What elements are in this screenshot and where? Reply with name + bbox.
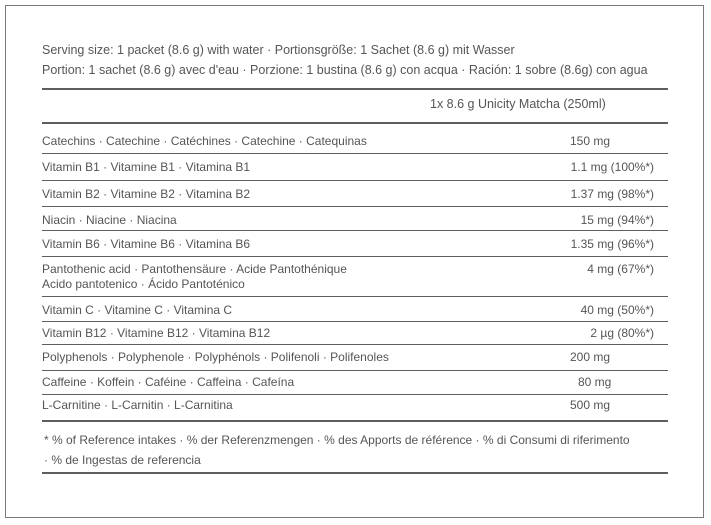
nutrient-label: Vitamin B12 · Vitamine B12 · Vitamina B12: [42, 326, 271, 340]
nutrient-value: 2 µg (80%*): [590, 326, 654, 340]
nutrient-value: 1.1 mg (100%*): [570, 160, 654, 174]
footnote: [44, 430, 630, 470]
nutrient-value: 15 mg (94%*): [580, 213, 654, 227]
nutrient-label: Niacin · Niacine · Niacina: [42, 213, 177, 227]
nutrient-label: L-Carnitine · L-Carnitin · L-Carnitina: [42, 398, 233, 412]
row-divider: [42, 321, 668, 322]
footnote-line-2: · % de Ingestas de referencia: [44, 453, 201, 467]
row-divider: [42, 180, 668, 181]
nutrient-value: 200 mg: [570, 350, 611, 364]
row-divider: [42, 370, 668, 371]
nutrient-value: 80 mg: [578, 375, 612, 389]
serving-size-line-2: Portion: 1 sachet (8.6 g) avec d'eau · Porzione: 1 bustina (8.6 g) con acqua · Ración: 1 sobre (8.6g) con agua: [42, 63, 648, 77]
nutrient-value: 4 mg (67%*): [587, 262, 654, 276]
nutrient-label: Pantothenic acid · Pantothensäure · Acide Pantothénique: [42, 262, 347, 276]
nutrient-label-continued: Acido pantotenico · Ácido Pantoténico: [42, 277, 245, 291]
nutrient-value: 150 mg: [570, 134, 611, 148]
row-divider: [42, 296, 668, 297]
nutrient-label: Catechins · Catechine · Catéchines · Catechine · Catequinas: [42, 134, 367, 148]
row-divider: [42, 153, 668, 154]
row-divider: [42, 230, 668, 231]
column-header: 1x 8.6 g Unicity Matcha (250ml): [430, 97, 606, 111]
table-top-rule: [42, 88, 668, 90]
row-divider: [42, 206, 668, 207]
nutrient-value: 40 mg (50%*): [580, 303, 654, 317]
table-bottom-rule: [42, 420, 668, 422]
footnote-line-1: * % of Reference intakes · % der Referenzmengen · % des Apports de référence · % di Consumi di riferimento: [44, 433, 630, 447]
serving-size-block: [42, 40, 648, 80]
nutrient-label: Vitamin B1 · Vitamine B1 · Vitamina B1: [42, 160, 251, 174]
footer-rule: [42, 472, 668, 474]
serving-size-line-1: Serving size: 1 packet (8.6 g) with water · Portionsgröße: 1 Sachet (8.6 g) mit Wasser: [42, 43, 515, 57]
nutrient-label: Vitamin B2 · Vitamine B2 · Vitamina B2: [42, 187, 251, 201]
row-divider: [42, 344, 668, 345]
row-divider: [42, 256, 668, 257]
nutrient-label: Caffeine · Koffein · Caféine · Caffeina · Cafeína: [42, 375, 295, 389]
nutrient-value: 1.37 mg (98%*): [570, 187, 654, 201]
row-divider: [42, 394, 668, 395]
nutrient-label: Vitamin B6 · Vitamine B6 · Vitamina B6: [42, 237, 251, 251]
nutrient-label: Polyphenols · Polyphenole · Polyphénols · Polifenoli · Polifenoles: [42, 350, 389, 364]
nutrient-value: 500 mg: [570, 398, 611, 412]
nutrient-value: 1.35 mg (96%*): [570, 237, 654, 251]
header-bottom-rule: [42, 122, 668, 124]
nutrient-label: Vitamin C · Vitamine C · Vitamina C: [42, 303, 233, 317]
